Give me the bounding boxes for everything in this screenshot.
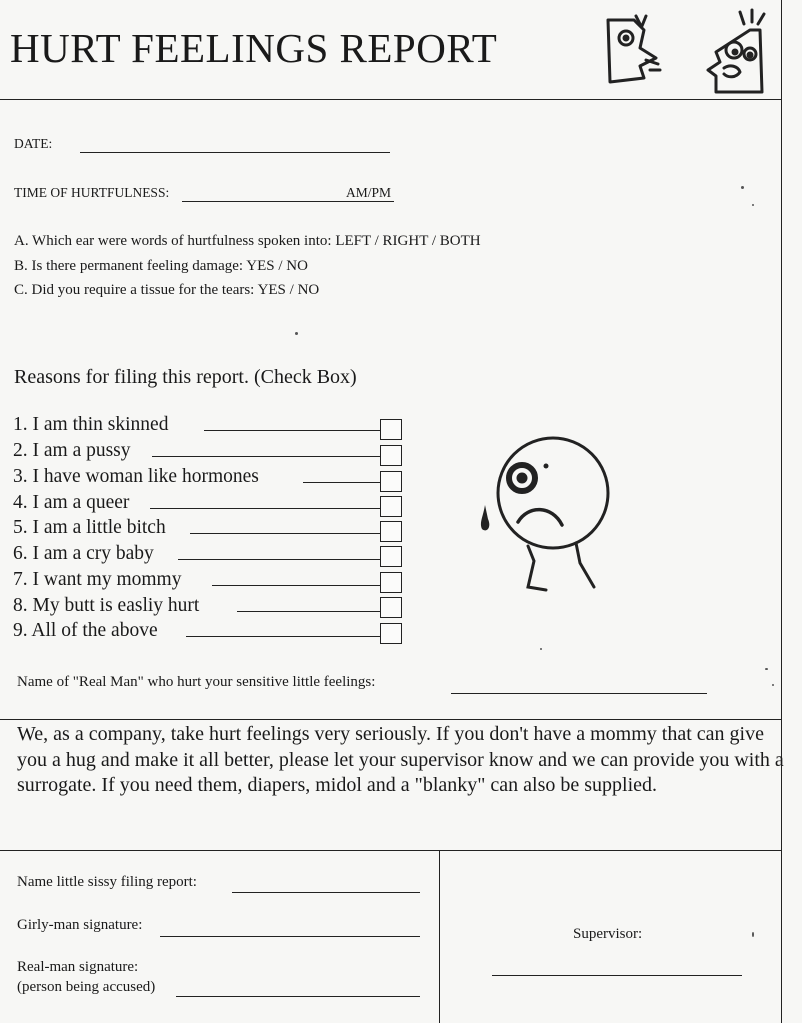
reason-checkbox[interactable] <box>380 471 402 492</box>
leader-line <box>204 430 380 431</box>
section-divider <box>0 719 781 720</box>
girly-signature-label: Girly-man signature: <box>17 917 143 933</box>
leader-line <box>178 559 380 560</box>
girly-signature-field[interactable] <box>160 936 420 937</box>
reason-checkbox[interactable] <box>380 623 402 644</box>
leader-line <box>186 636 380 637</box>
date-field[interactable] <box>80 152 390 153</box>
supervisor-label: Supervisor: <box>573 926 643 942</box>
yelling-faces-icon <box>600 8 780 98</box>
reason-checkbox[interactable] <box>380 419 402 440</box>
offender-name-field[interactable] <box>451 693 707 694</box>
filer-name-label: Name little sissy filing report: <box>17 874 197 890</box>
scan-speck <box>772 684 774 686</box>
section-divider <box>0 850 781 851</box>
leader-line <box>237 611 380 612</box>
reason-item: 1. I am thin skinned <box>13 414 169 435</box>
question-c <box>14 282 319 299</box>
offender-label: Name of "Real Man" who hurt your sensitive little feelings: <box>17 674 376 690</box>
realman-signature-label: Real-man signature: <box>17 959 139 975</box>
reason-checkbox[interactable] <box>380 445 402 466</box>
reason-item: 8. My butt is easliy hurt <box>13 595 200 616</box>
question-options[interactable]: YES / NO <box>246 258 308 274</box>
question-a <box>14 233 481 250</box>
leader-line <box>152 456 380 457</box>
scan-speck <box>295 332 298 335</box>
reason-item: 6. I am a cry baby <box>13 543 154 564</box>
reason-checkbox[interactable] <box>380 572 402 593</box>
reason-item: 7. I want my mommy <box>13 569 182 590</box>
scan-speck <box>540 648 542 650</box>
scan-speck <box>741 186 744 189</box>
leader-line <box>212 585 380 586</box>
right-border <box>781 0 782 1023</box>
leader-line <box>150 508 380 509</box>
question-text: A. Which ear were words of hurtfulness spoken into: <box>14 233 332 249</box>
reasons-heading: Reasons for filing this report. (Check Box) <box>14 366 357 388</box>
reason-item: 9. All of the above <box>13 620 158 641</box>
reason-checkbox[interactable] <box>380 546 402 567</box>
reason-item: 2. I am a pussy <box>13 440 131 461</box>
question-text: B. Is there permanent feeling damage: <box>14 258 244 274</box>
page-title: HURT FEELINGS REPORT <box>10 25 498 71</box>
realman-signature-note: (person being accused) <box>17 979 156 995</box>
question-options[interactable]: LEFT / RIGHT / BOTH <box>335 233 481 249</box>
scan-speck <box>765 668 768 670</box>
time-field[interactable] <box>182 201 394 202</box>
policy-statement: We, as a company, take hurt feelings very seriously. If you don't have a mommy that can give you a hug and make it all better, please let your supervisor know and we can provide you with a surrogate. If you need them, diapers, midol and a "blanky" can also be supplied. <box>17 723 784 796</box>
date-label: DATE: <box>14 136 53 151</box>
leader-line <box>303 482 380 483</box>
question-options[interactable]: YES / NO <box>257 282 320 298</box>
time-label: TIME OF HURTFULNESS: <box>14 185 170 200</box>
crying-stick-figure-icon <box>470 425 620 600</box>
question-text: C. Did you require a tissue for the tears: <box>14 282 255 298</box>
reason-checkbox[interactable] <box>380 597 402 618</box>
header-divider <box>0 99 781 100</box>
reason-checkbox[interactable] <box>380 496 402 517</box>
reason-item: 4. I am a queer <box>13 492 130 513</box>
signature-column-divider <box>439 850 440 1023</box>
leader-line <box>190 533 380 534</box>
scan-speck <box>752 204 754 206</box>
scan-speck <box>752 932 754 937</box>
reason-checkbox[interactable] <box>380 521 402 542</box>
reason-item: 5. I am a little bitch <box>13 517 166 538</box>
realman-signature-field[interactable] <box>176 996 420 997</box>
time-suffix: AM/PM <box>346 185 392 200</box>
reason-item: 3. I have woman like hormones <box>13 466 259 487</box>
question-b <box>14 258 308 275</box>
supervisor-signature-field[interactable] <box>492 975 742 976</box>
filer-name-field[interactable] <box>232 892 420 893</box>
